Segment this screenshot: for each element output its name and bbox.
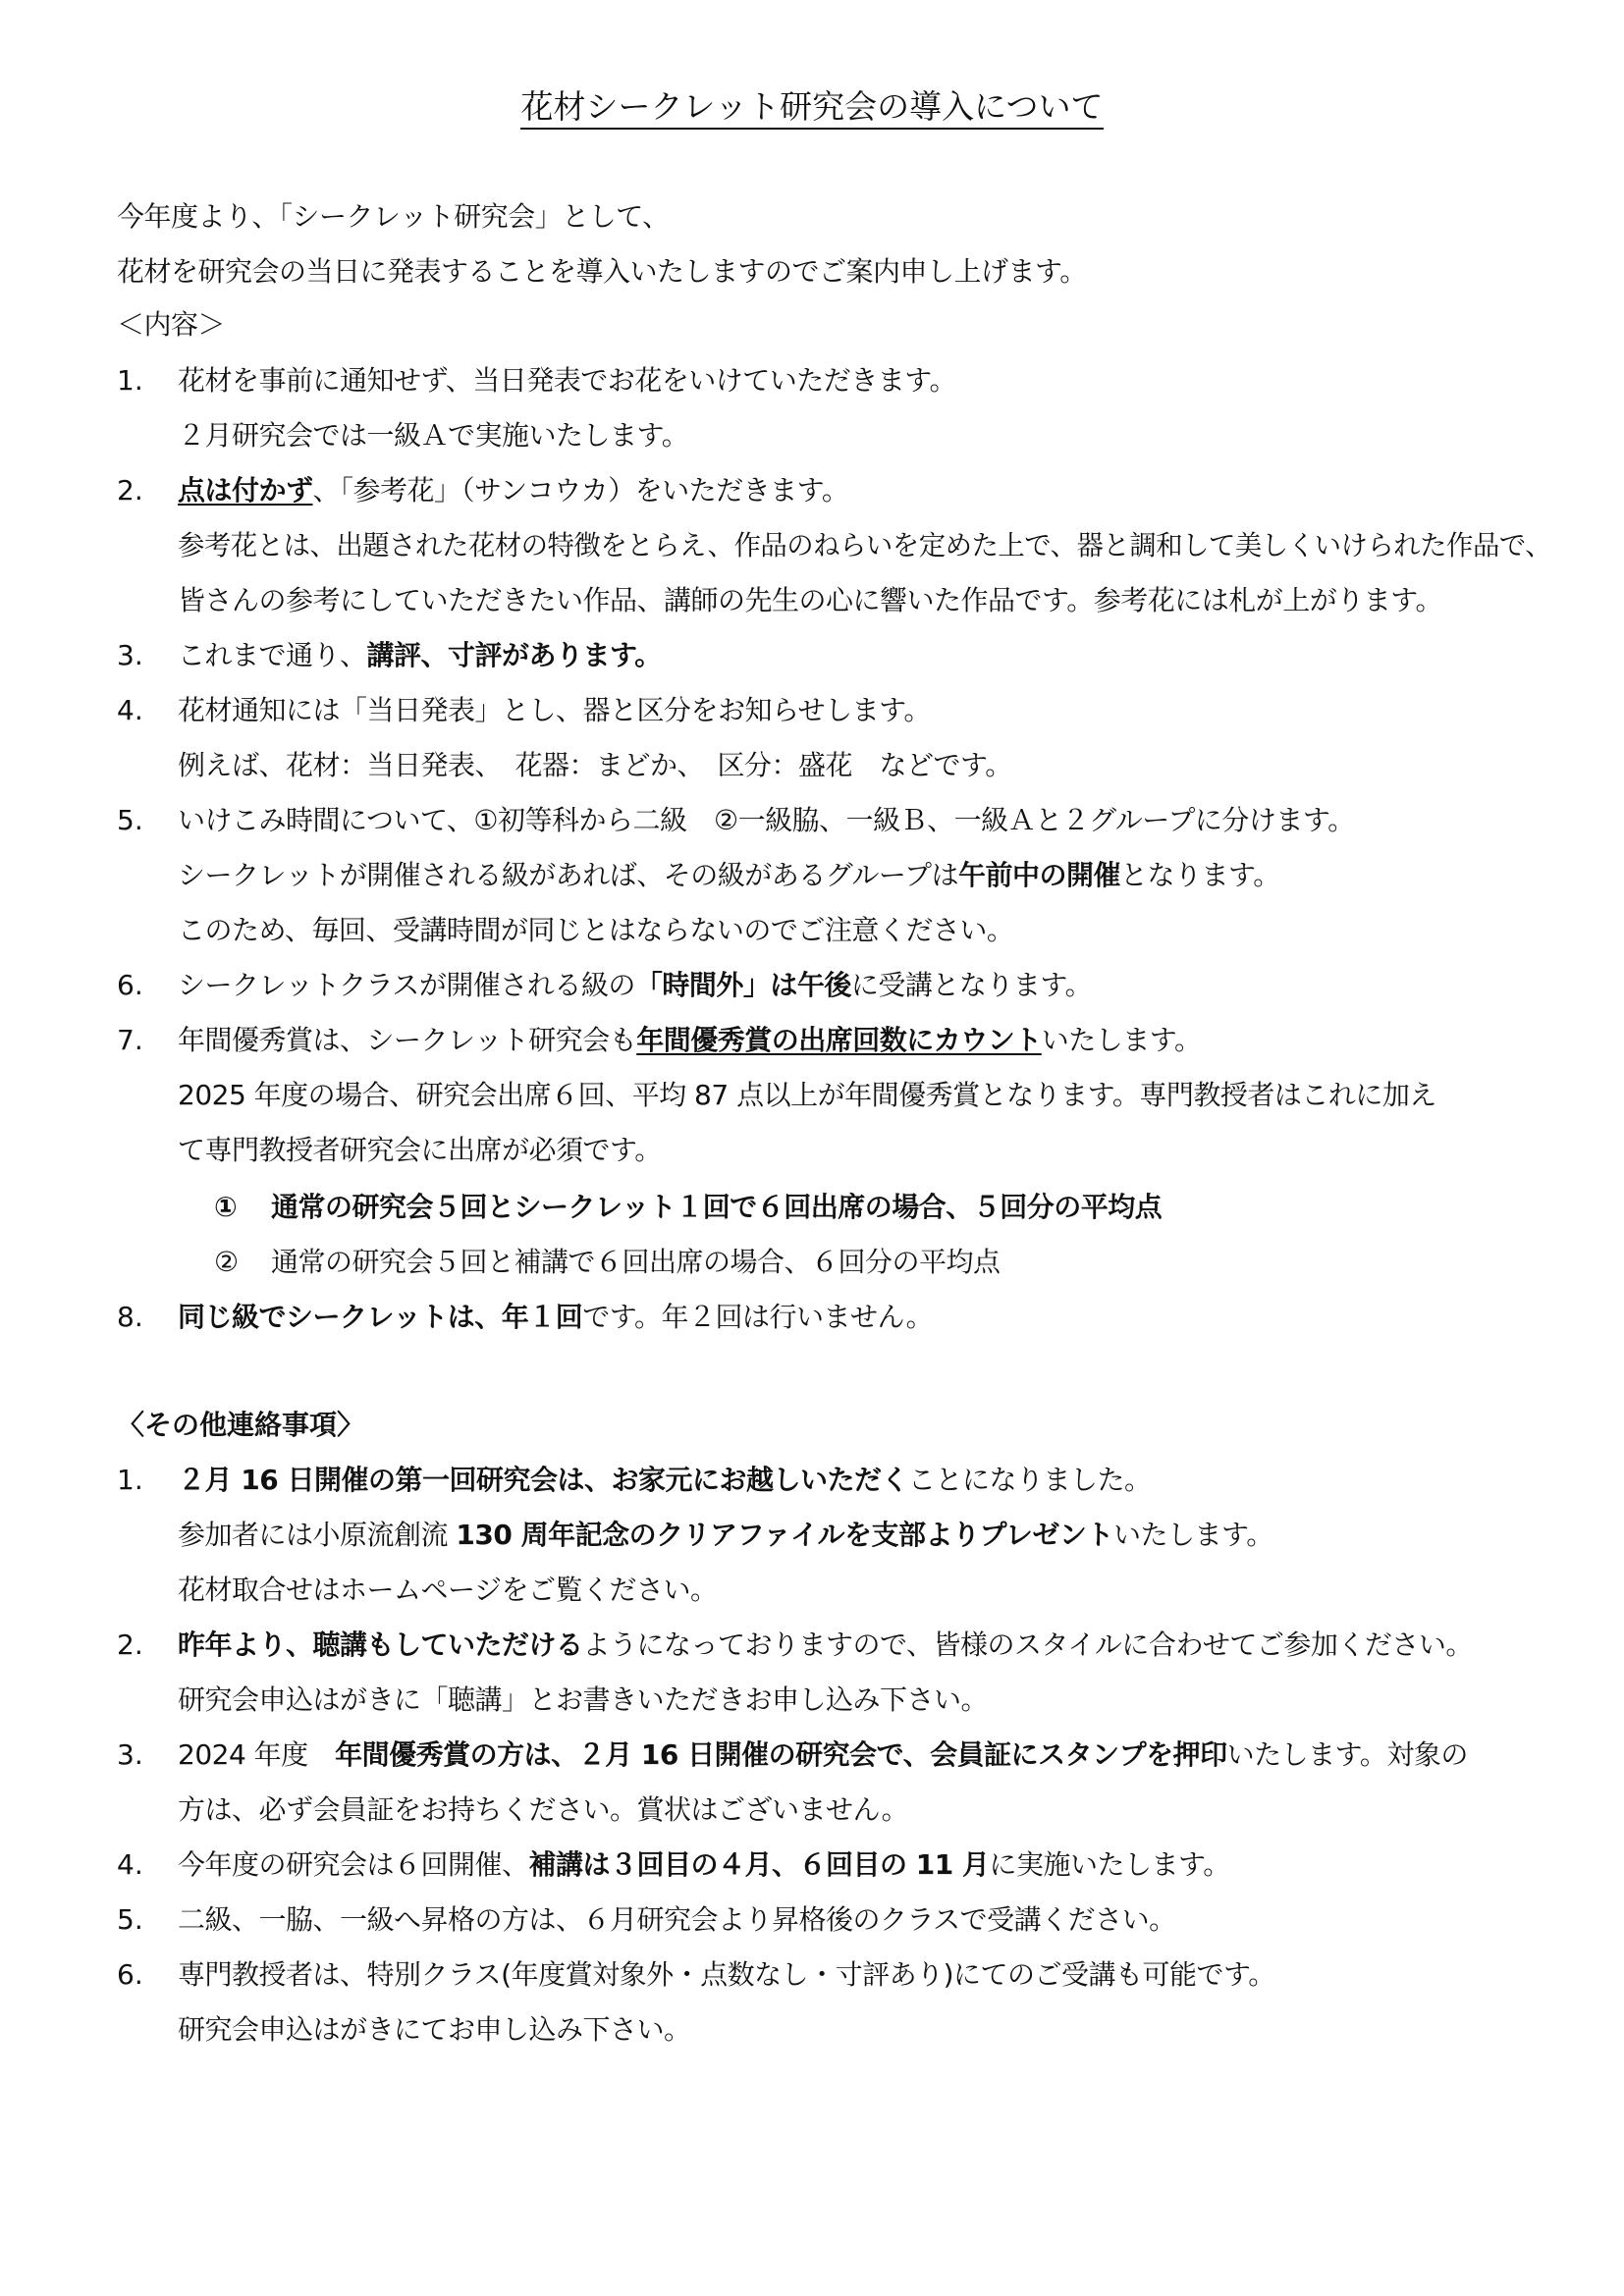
other-item-1-line-3: 花材取合せはホームページをご覧ください。 [178, 1574, 718, 1606]
item-5-line-1: いけこみ時間について、①初等科から二級 ②一級脇、一級Ｂ、一級Ａと２グループに分けます。 [178, 804, 1355, 836]
other-item-1-number: 1. [117, 1464, 143, 1496]
intro-line-2: 花材を研究会の当日に発表することを導入いたしますのでご案内申し上げます。 [117, 255, 1087, 288]
item-7-line-2: 2025 年度の場合、研究会出席６回、平均 87 点以上が年間優秀賞となります。専門教授者はこれに加え [178, 1079, 1436, 1111]
item-7-line-3: て専門教授者研究会に出席が必須です。 [178, 1134, 662, 1166]
intro-line-1: 今年度より、「シークレット研究会」として、 [117, 200, 670, 233]
other-item-5-number: 5. [117, 1903, 143, 1936]
other-item-6-line-2: 研究会申込はがきにてお申し込み下さい。 [178, 2013, 691, 2046]
other-item-3-line-1: 2024 年度 年間優秀賞の方は、２月 16 日開催の研究会で、会員証にスタンプを押印いたします。対象の [178, 1738, 1468, 1771]
item-3-line-1: これまで通り、講評、寸評があります。 [178, 639, 662, 671]
other-item-2-number: 2. [117, 1629, 143, 1661]
other-item-4-line-1: 今年度の研究会は６回開催、補講は３回目の４月、６回目の 11 月に実施いたします。 [178, 1848, 1230, 1881]
item-8-line-1: 同じ級でシークレットは、年１回です。年２回は行いません。 [178, 1301, 934, 1333]
item-7-line-1: 年間優秀賞は、シークレット研究会も年間優秀賞の出席回数にカウントいたします。 [178, 1024, 1202, 1056]
other-item-6-line-1: 専門教授者は、特別クラス(年度賞対象外・点数なし・寸評あり)にてのご受講も可能です。 [178, 1958, 1275, 1991]
item-8-number: 8. [117, 1301, 143, 1333]
item-1-number: 1. [117, 364, 143, 397]
item-5-number: 5. [117, 804, 143, 836]
item-6-line-1: シークレットクラスが開催される級の「時間外」は午後に受講となります。 [178, 969, 1093, 1001]
other-item-3-line-2: 方は、必ず会員証をお持ちください。賞状はございません。 [178, 1793, 909, 1826]
sub-item-2-number: ② [214, 1246, 240, 1278]
item-1-line-2: ２月研究会では一級Ａで実施いたします。 [178, 419, 689, 452]
item-2-line-1: 点は付かず、「参考花」（サンコウカ）をいただきます。 [178, 474, 849, 507]
item-2-number: 2. [117, 474, 143, 507]
other-item-2-line-2: 研究会申込はがきに「聴講」とお書きいただきお申し込み下さい。 [178, 1683, 989, 1716]
other-item-3-number: 3. [117, 1738, 143, 1771]
page-title: 花材シークレット研究会の導入について [0, 84, 1624, 130]
other-section-header: 〈その他連絡事項〉 [117, 1409, 365, 1441]
item-2-line-3: 皆さんの参考にしていただきたい作品、講師の先生の心に響いた作品です。参考花には札が上がります。 [178, 584, 1443, 616]
item-2-line-2: 参考花とは、出題された花材の特徴をとらえ、作品のねらいを定めた上で、器と調和して美しくいけられた作品で、 [178, 529, 1552, 561]
other-item-1-line-2: 参加者には小原流創流 130 周年記念のクリアファイルを支部よりプレゼントいたします。 [178, 1519, 1273, 1551]
sub-item-2-text: 通常の研究会５回と補講で６回出席の場合、６回分の平均点 [271, 1246, 1001, 1278]
contents-header: ＜内容＞ [117, 308, 226, 341]
item-4-line-1: 花材通知には「当日発表」とし、器と区分をお知らせします。 [178, 694, 931, 726]
sub-item-1-text: 通常の研究会５回とシークレット１回で６回出席の場合、５回分の平均点 [271, 1191, 1163, 1223]
other-item-6-number: 6. [117, 1958, 143, 1991]
item-4-line-2: 例えば、花材：当日発表、 花器：まどか、 区分：盛花 などです。 [178, 749, 1012, 781]
item-5-line-2: シークレットが開催される級があれば、その級があるグループは午前中の開催となります。 [178, 859, 1280, 891]
item-7-number: 7. [117, 1024, 143, 1056]
item-5-line-3: このため、毎回、受講時間が同じとはならないのでご注意ください。 [178, 914, 1014, 946]
other-item-4-number: 4. [117, 1848, 143, 1881]
other-item-5-line-1: 二級、一脇、一級へ昇格の方は、６月研究会より昇格後のクラスで受講ください。 [178, 1903, 1176, 1936]
item-3-number: 3. [117, 639, 143, 671]
item-1-line-1: 花材を事前に通知せず、当日発表でお花をいけていただきます。 [178, 364, 957, 397]
sub-item-1-number: ① [214, 1191, 238, 1223]
other-item-1-line-1: ２月 16 日開催の第一回研究会は、お家元にお越しいただくことになりました。 [178, 1464, 1152, 1496]
item-6-number: 6. [117, 969, 143, 1001]
other-item-2-line-1: 昨年より、聴講もしていただけるようになっておりますので、皆様のスタイルに合わせてご参加ください。 [178, 1629, 1473, 1661]
item-2-bold-text: 点は付かず [178, 474, 313, 507]
item-4-number: 4. [117, 694, 143, 726]
